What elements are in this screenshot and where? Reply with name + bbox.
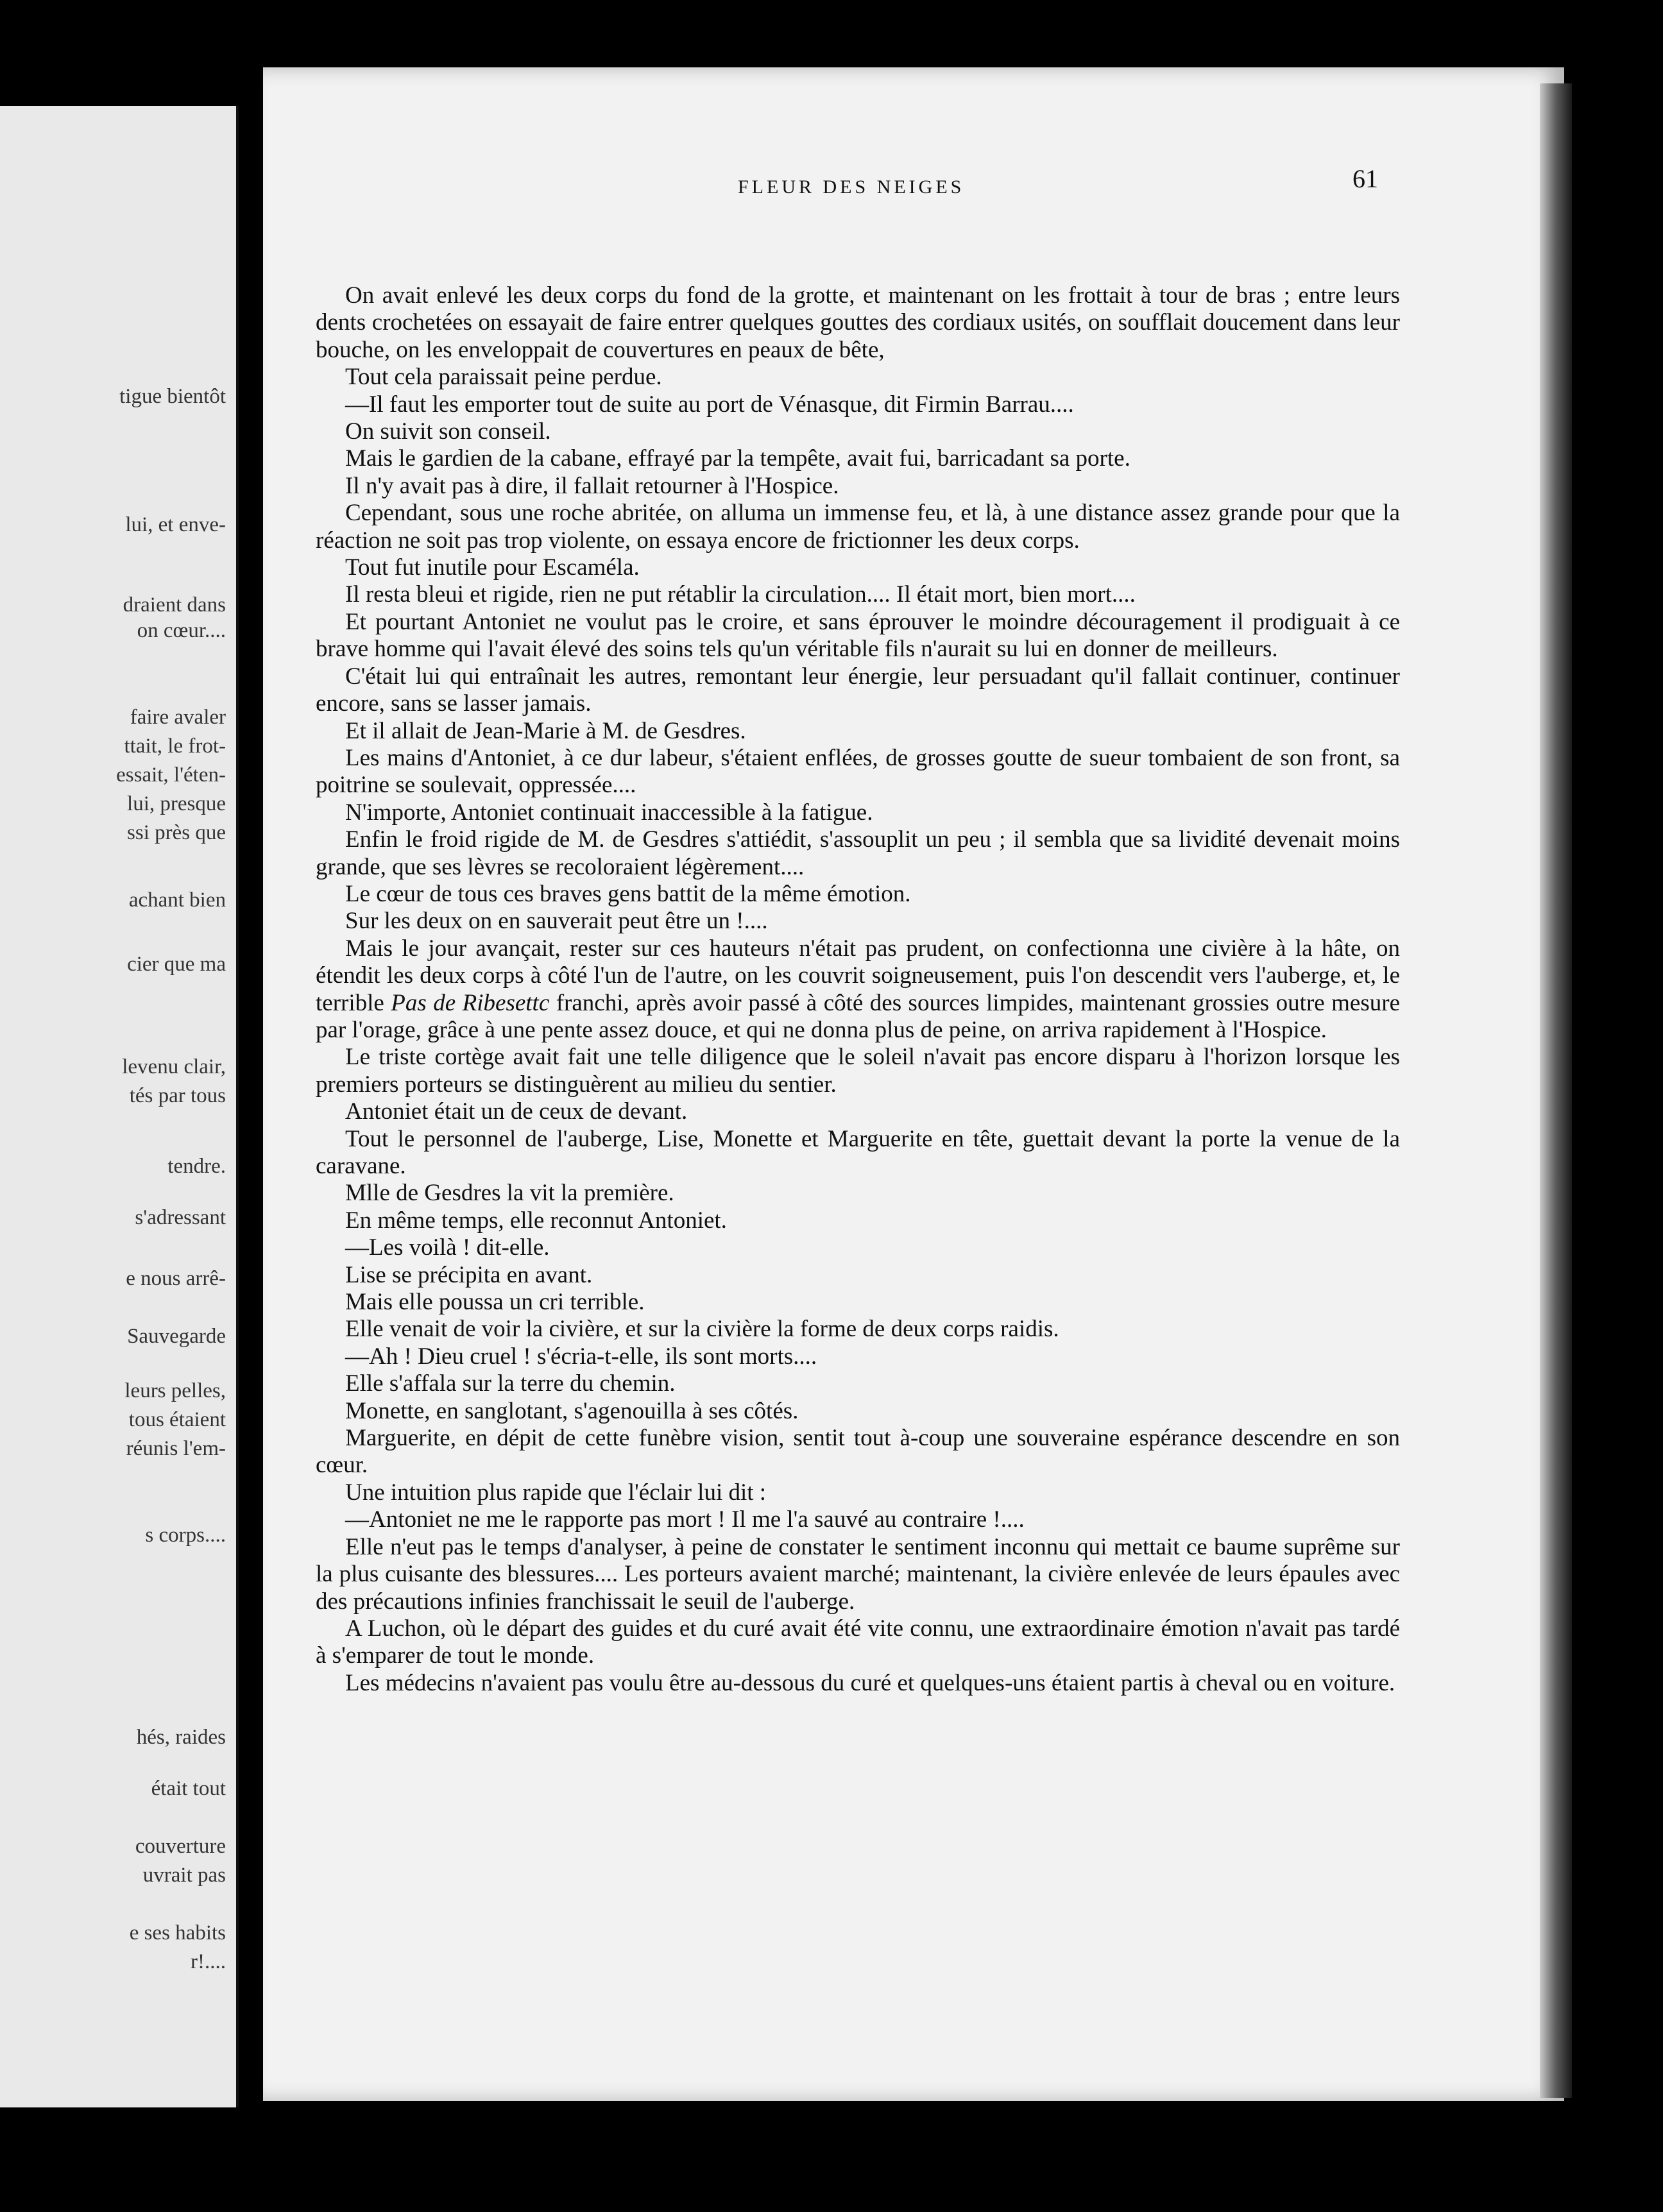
paragraph: —Ah ! Dieu cruel ! s'écria-t-elle, ils sont morts.... <box>345 1343 817 1370</box>
paragraph: Mais le gardien de la cabane, effrayé par la tempête, avait fui, barricadant sa porte. <box>345 445 1130 472</box>
facing-page-text-fragment: tigue bientôt <box>119 385 226 408</box>
facing-page-text-fragment: était tout <box>151 1777 226 1800</box>
paragraph: —Les voilà ! dit-elle. <box>345 1234 550 1261</box>
page-edge-shadow <box>1540 83 1572 2098</box>
paragraph: Elle venait de voir la civière, et sur la civière la forme de deux corps raidis. <box>345 1316 1059 1343</box>
facing-page-text-fragment: on cœur.... <box>137 619 226 642</box>
paragraph: Le cœur de tous ces braves gens battit de la même émotion. <box>345 880 911 907</box>
paragraph: —Il faut les emporter tout de suite au port de Vénasque, dit Firmin Barrau.... <box>345 391 1074 418</box>
paragraph: Antoniet était un de ceux de devant. <box>345 1098 688 1125</box>
paragraph: Une intuition plus rapide que l'éclair lui dit : <box>345 1479 767 1506</box>
facing-page-text-fragment: e nous arrê- <box>126 1267 226 1290</box>
paragraph-text: Mais le jour avançait, rester sur ces hauteurs n'était pas prudent, on confectionna une civière à la hâte, on étendit les deux corps à côté l'un de l'autre, on les couvrit soigneusement, puis l'on descendit vers l'auberge, et, le terrible <box>316 935 1400 1016</box>
paragraph-text-continued: franchi, après avoir passé à côté des sources limpides, maintenant grossies outre mesure par l'orage, grâce à une pente assez douce, et qui ne donna plus de peine, on arriva rapidement à l'Hospice. <box>316 989 1400 1043</box>
paragraph: Les médecins n'avaient pas voulu être au-dessous du curé et quelques-uns étaient partis à cheval ou en voiture. <box>345 1669 1395 1696</box>
paragraph: Marguerite, en dépit de cette funèbre vision, sentit tout à-coup une souveraine espérance descendre en son cœur. <box>316 1425 1400 1479</box>
book-gutter <box>239 90 264 2143</box>
facing-page-text-fragment: achant bien <box>128 889 226 912</box>
facing-page-text-fragment: lui, presque <box>127 792 226 815</box>
facing-page-left <box>0 106 240 2107</box>
paragraph: Il n'y avait pas à dire, il fallait retourner à l'Hospice. <box>345 472 839 499</box>
facing-page-text-fragment: hés, raides <box>136 1726 226 1749</box>
facing-page-text-fragment: draient dans <box>123 593 226 617</box>
paragraph: On avait enlevé les deux corps du fond de la grotte, et maintenant on les frottait à tour de bras ; entre leurs dents crochetées on essayait de faire entrer quelques gouttes des cordiaux usités, on soufflait doucement dans leur bouche, on les enveloppait de couvertures en peaux de bête, <box>316 282 1400 363</box>
paragraph: A Luchon, où le départ des guides et du curé avait été vite connu, une extraordinaire émotion n'avait pas tardé à s'emparer de tout le monde. <box>316 1615 1400 1669</box>
facing-page-text-fragment: Sauvegarde <box>127 1325 226 1348</box>
facing-page-text-fragment: leurs pelles, <box>124 1379 226 1402</box>
paragraph: On suivit son conseil. <box>345 418 551 445</box>
paragraph: Elle n'eut pas le temps d'analyser, à peine de constater le sentiment inconnu qui mettait ce baume suprême sur la plus cuisante des blessures.... Les porteurs avaient marché; maintenant, la civière enlevée de leurs épaules avec des précautions infinies franchissait le seuil de l'auberge. <box>316 1533 1400 1615</box>
facing-page-text-fragment: lui, et enve- <box>125 513 226 536</box>
facing-page-text-fragment: tendre. <box>167 1155 226 1178</box>
facing-page-text-fragment: couverture <box>135 1835 226 1858</box>
paragraph: Lise se précipita en avant. <box>345 1261 593 1288</box>
paragraph: Les mains d'Antoniet, à ce dur labeur, s'étaient enflées, de grosses goutte de sueur tombaient de son front, sa poitrine se soulevait, oppressée.... <box>316 744 1400 799</box>
facing-page-text-fragment: r!.... <box>191 1950 226 1973</box>
paragraph: Mlle de Gesdres la vit la première. <box>345 1180 674 1207</box>
facing-page-text-fragment: ssi près que <box>127 821 226 844</box>
facing-page-text-fragment: s'adressant <box>135 1206 226 1229</box>
facing-page-text-fragment: ttait, le frot- <box>124 735 226 758</box>
paragraph: Tout fut inutile pour Escaméla. <box>345 554 640 581</box>
paragraph: Tout le personnel de l'auberge, Lise, Monette et Marguerite en tête, guettait devant la porte la venue de la caravane. <box>316 1125 1400 1179</box>
paragraph: Et il allait de Jean-Marie à M. de Gesdres. <box>345 717 746 744</box>
running-head: FLEUR DES NEIGES <box>738 176 965 198</box>
paragraph: Tout cela paraissait peine perdue. <box>345 364 662 391</box>
facing-page-text-fragment: uvrait pas <box>142 1864 226 1887</box>
paragraph: Il resta bleui et rigide, rien ne put rétablir la circulation.... Il était mort, bien mort.... <box>345 581 1136 608</box>
paragraph: C'était lui qui entraînait les autres, remontant leur énergie, leur persuadant qu'il fallait continuer, continuer encore, sans se lasser jamais. <box>316 663 1400 717</box>
facing-page-text-fragment: s corps.... <box>145 1524 226 1547</box>
facing-page-text-fragment: tés par tous <box>129 1084 226 1107</box>
paragraph: —Antoniet ne me le rapporte pas mort ! Il me l'a sauvé au contraire !.... <box>345 1506 1025 1533</box>
paragraph: Le triste cortège avait fait une telle diligence que le soleil n'avait pas encore disparu à l'horizon lorsque les premiers porteurs se distinguèrent au milieu du sentier. <box>316 1044 1400 1098</box>
facing-page-text-fragment: levenu clair, <box>122 1055 226 1078</box>
facing-page-text-fragment: tous étaient <box>128 1408 226 1431</box>
paragraph: Cependant, sous une roche abritée, on alluma un immense feu, et là, à une distance assez grande pour que la réaction ne soit pas trop violente, on essaya encore de frictionner les deux corps. <box>316 500 1400 554</box>
body-text <box>316 282 1400 1697</box>
paragraph: Mais elle poussa un cri terrible. <box>345 1289 645 1316</box>
paragraph: Et pourtant Antoniet ne voulut pas le croire, et sans éprouver le moindre découragement il prodiguait à ce brave homme qui l'avait élevé des soins tels qu'un véritable fils n'aurait su lui en donner de meilleurs. <box>316 608 1400 663</box>
facing-page-text-fragment: faire avaler <box>130 706 226 729</box>
page-number: 61 <box>1352 164 1378 193</box>
paragraph <box>316 935 1400 1044</box>
paragraph: Monette, en sanglotant, s'agenouilla à ses côtés. <box>345 1397 799 1424</box>
facing-page-text-fragment: cier que ma <box>127 953 226 976</box>
paragraph: Elle s'affala sur la terre du chemin. <box>345 1370 676 1397</box>
facing-page-text-fragment: essait, l'éten- <box>116 763 226 787</box>
paragraph: Enfin le froid rigide de M. de Gesdres s'attiédit, s'assouplit un peu ; il sembla que sa lividité devenait moins grande, que ses lèvres se recoloraient légèrement.... <box>316 826 1400 880</box>
paragraph: Sur les deux on en sauverait peut être un !.... <box>345 908 768 935</box>
italic-place-name: Pas de Ribesettc <box>391 989 550 1016</box>
paragraph: En même temps, elle reconnut Antoniet. <box>345 1207 727 1234</box>
facing-page-text-fragment: e ses habits <box>129 1921 226 1944</box>
paragraph: N'importe, Antoniet continuait inaccessible à la fatigue. <box>345 799 873 826</box>
facing-page-text-fragment: réunis l'em- <box>126 1437 226 1460</box>
